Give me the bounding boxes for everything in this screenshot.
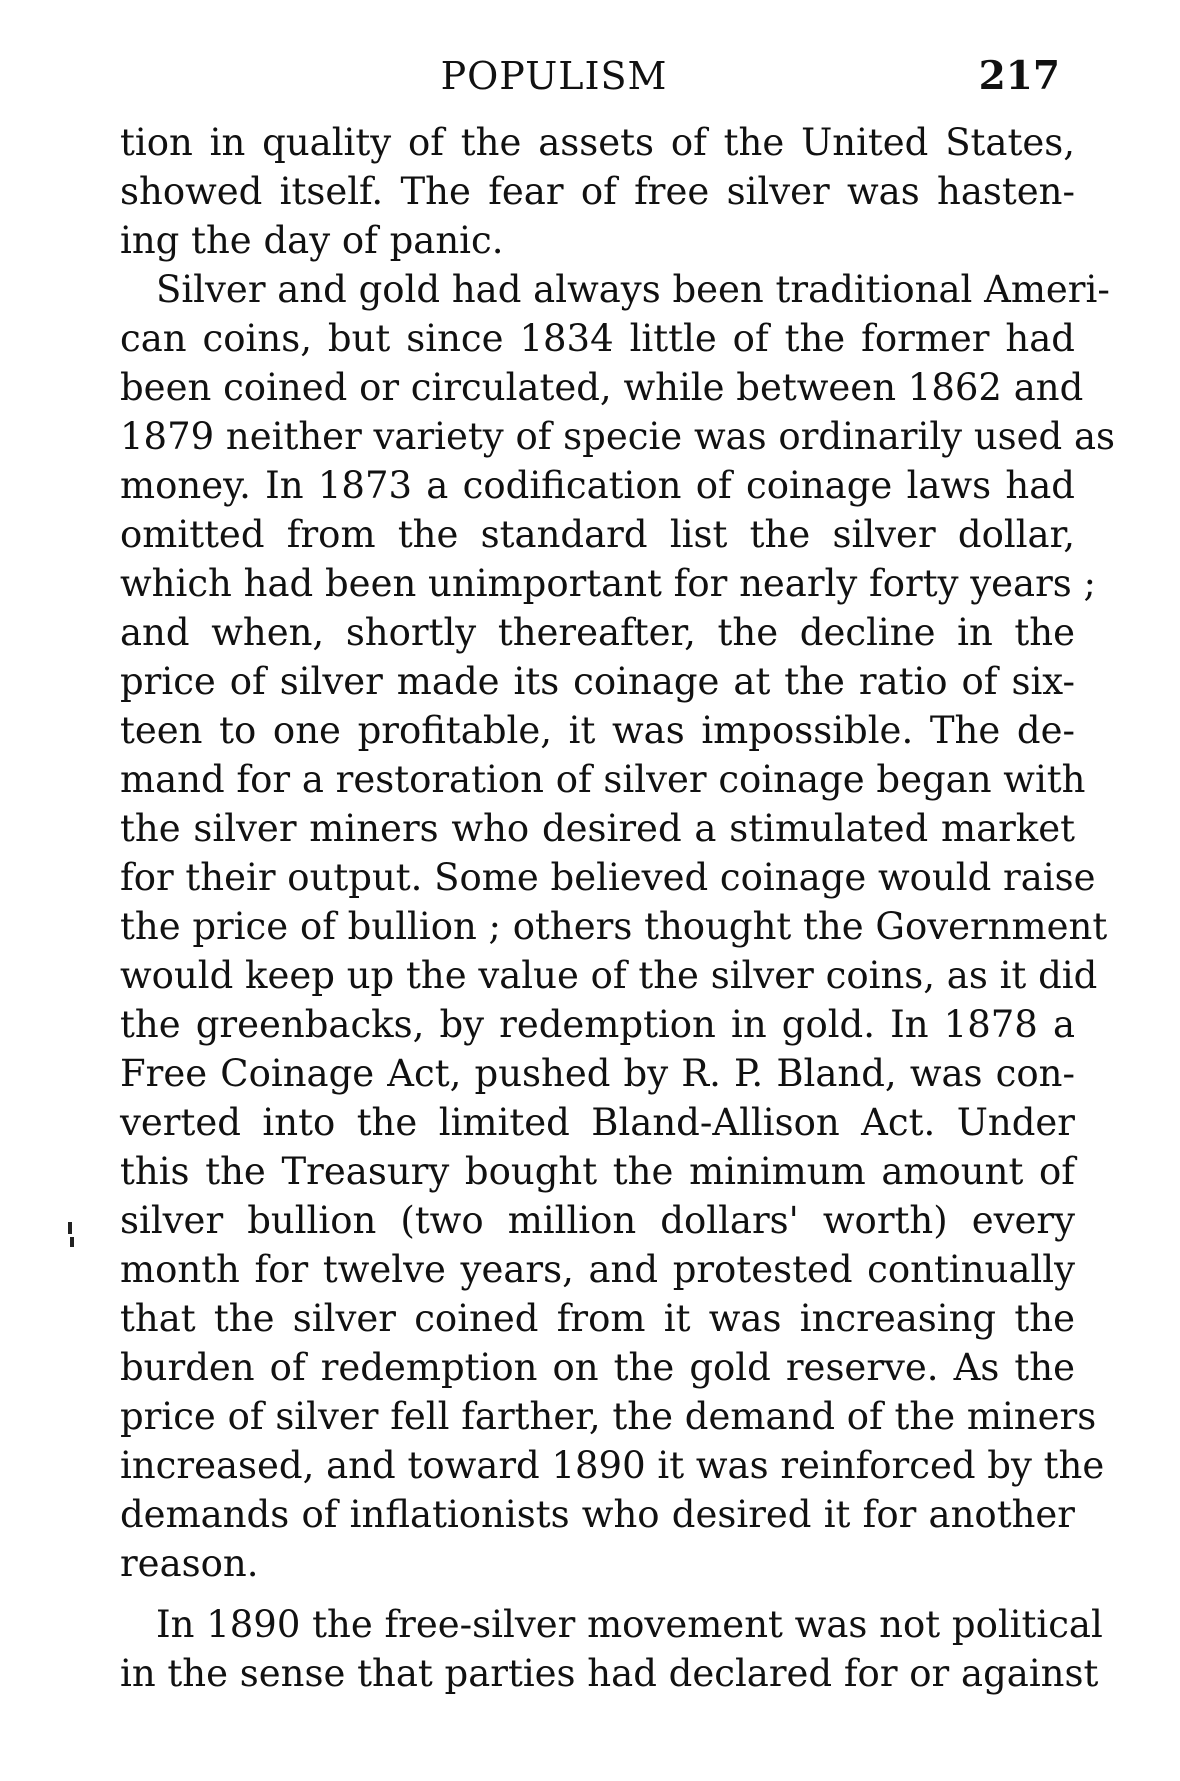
body-text xyxy=(120,118,1116,1698)
text-line: teen to one profitable, it was impossible. The de- xyxy=(120,709,1075,752)
paragraph-1 xyxy=(120,118,1075,265)
text-line: tion in quality of the assets of the United States, xyxy=(120,121,1075,164)
text-line: and when, shortly thereafter, the decline in the xyxy=(120,611,1075,654)
text-line: silver bullion (two million dollars' worth) every xyxy=(120,1199,1075,1242)
running-title: POPULISM xyxy=(440,54,668,98)
text-line: 1879 neither variety of specie was ordinarily used as xyxy=(120,415,1116,458)
text-line: mand for a restoration of silver coinage began with xyxy=(120,758,1086,801)
text-line: the greenbacks, by redemption in gold. In 1878 a xyxy=(120,1003,1075,1046)
text-line: in the sense that parties had declared for or against xyxy=(120,1652,1099,1695)
text-line: can coins, but since 1834 little of the former had xyxy=(120,317,1075,360)
text-line: demands of inflationists who desired it for another xyxy=(120,1493,1075,1536)
text-line: money. In 1873 a codification of coinage laws had xyxy=(120,464,1075,507)
text-line: which had been unimportant for nearly forty years ; xyxy=(120,562,1097,605)
page-number: 217 xyxy=(978,53,1060,99)
text-line: burden of redemption on the gold reserve. As the xyxy=(120,1346,1075,1389)
paragraph-3 xyxy=(120,1600,1103,1698)
running-head xyxy=(0,48,1180,104)
text-line: Free Coinage Act, pushed by R. P. Bland, was con- xyxy=(120,1052,1075,1095)
text-line: price of silver made its coinage at the ratio of six- xyxy=(120,660,1075,703)
text-line: showed itself. The fear of free silver was hasten- xyxy=(120,170,1075,213)
text-line: omitted from the standard list the silver dollar, xyxy=(120,513,1075,556)
text-line: Silver and gold had always been traditional Ameri- xyxy=(156,268,1110,311)
text-line: this the Treasury bought the minimum amount of xyxy=(120,1150,1075,1193)
text-line: verted into the limited Bland-Allison Act. Under xyxy=(120,1101,1075,1144)
text-line: that the silver coined from it was increasing the xyxy=(120,1297,1075,1340)
text-line: for their output. Some believed coinage would raise xyxy=(120,856,1096,899)
paragraph-2 xyxy=(120,265,1116,1588)
text-line: price of silver fell farther, the demand of the miners xyxy=(120,1395,1097,1438)
text-line: reason. xyxy=(120,1542,259,1585)
text-line: the silver miners who desired a stimulated market xyxy=(120,807,1075,850)
margin-mark xyxy=(68,1222,74,1254)
text-line: the price of bullion ; others thought the Government xyxy=(120,905,1108,948)
text-line: In 1890 the free-silver movement was not political xyxy=(156,1603,1103,1646)
text-line: month for twelve years, and protested continually xyxy=(120,1248,1075,1291)
text-line: ing the day of panic. xyxy=(120,219,504,262)
text-line: increased, and toward 1890 it was reinforced by the xyxy=(120,1444,1105,1487)
text-line: would keep up the value of the silver coins, as it did xyxy=(120,954,1098,997)
text-line: been coined or circulated, while between 1862 and xyxy=(120,366,1084,409)
